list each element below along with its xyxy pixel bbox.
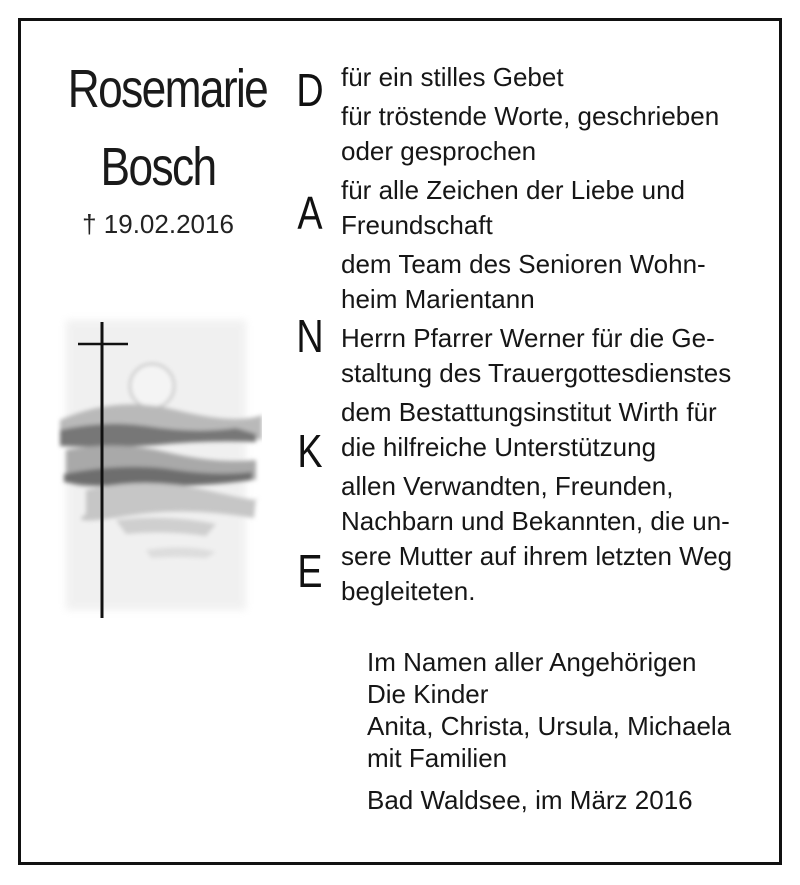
thanks-line: für tröstende Worte, geschrieben [341,101,720,131]
danke-letter: K [297,425,323,477]
thanks-line: dem Bestattungsinstitut Wirth für [341,397,717,427]
thanks-line: Freundschaft [341,210,493,240]
closing-line: mit Familien [367,743,508,773]
thanks-line: sere Mutter auf ihrem letzten Weg [341,541,733,571]
danke-letter: N [296,310,324,362]
thanks-line: für ein stilles Gebet [341,62,564,92]
closing-signature [367,646,767,774]
thanks-line: Nachbarn und Bekannten, die un- [341,506,730,536]
deceased-last-name: Bosch [100,137,216,197]
thanks-line: die hilfreiche Unterstützung [341,432,657,462]
thanks-line: heim Marientann [341,284,535,314]
thanks-line: Herrn Pfarrer Werner für die Ge- [341,323,715,353]
closing-line: Die Kinder [367,679,489,709]
thanks-line: oder gesprochen [341,136,537,166]
place-and-date: Bad Waldsee, im März 2016 [367,785,693,815]
thanks-line: allen Verwandten, Freunden, [341,471,674,501]
thanks-line: staltung des Trauergottesdienstes [341,358,732,388]
thanks-list [341,60,761,609]
thanks-line: dem Team des Senioren Wohn- [341,249,706,279]
thanks-line: für alle Zeichen der Liebe und [341,175,686,205]
closing-line: Im Namen aller Angehörigen [367,647,697,677]
danke-letter: E [297,545,323,597]
death-date: † 19.02.2016 [82,209,234,239]
danke-letter: A [297,187,323,239]
closing-line: Anita, Christa, Ursula, Michaela [367,711,732,741]
deceased-first-name: Rosemarie [67,59,268,119]
thanks-line: begleiteten. [341,576,476,606]
danke-letter: D [296,64,324,116]
cross-landscape-illustration [56,300,262,620]
